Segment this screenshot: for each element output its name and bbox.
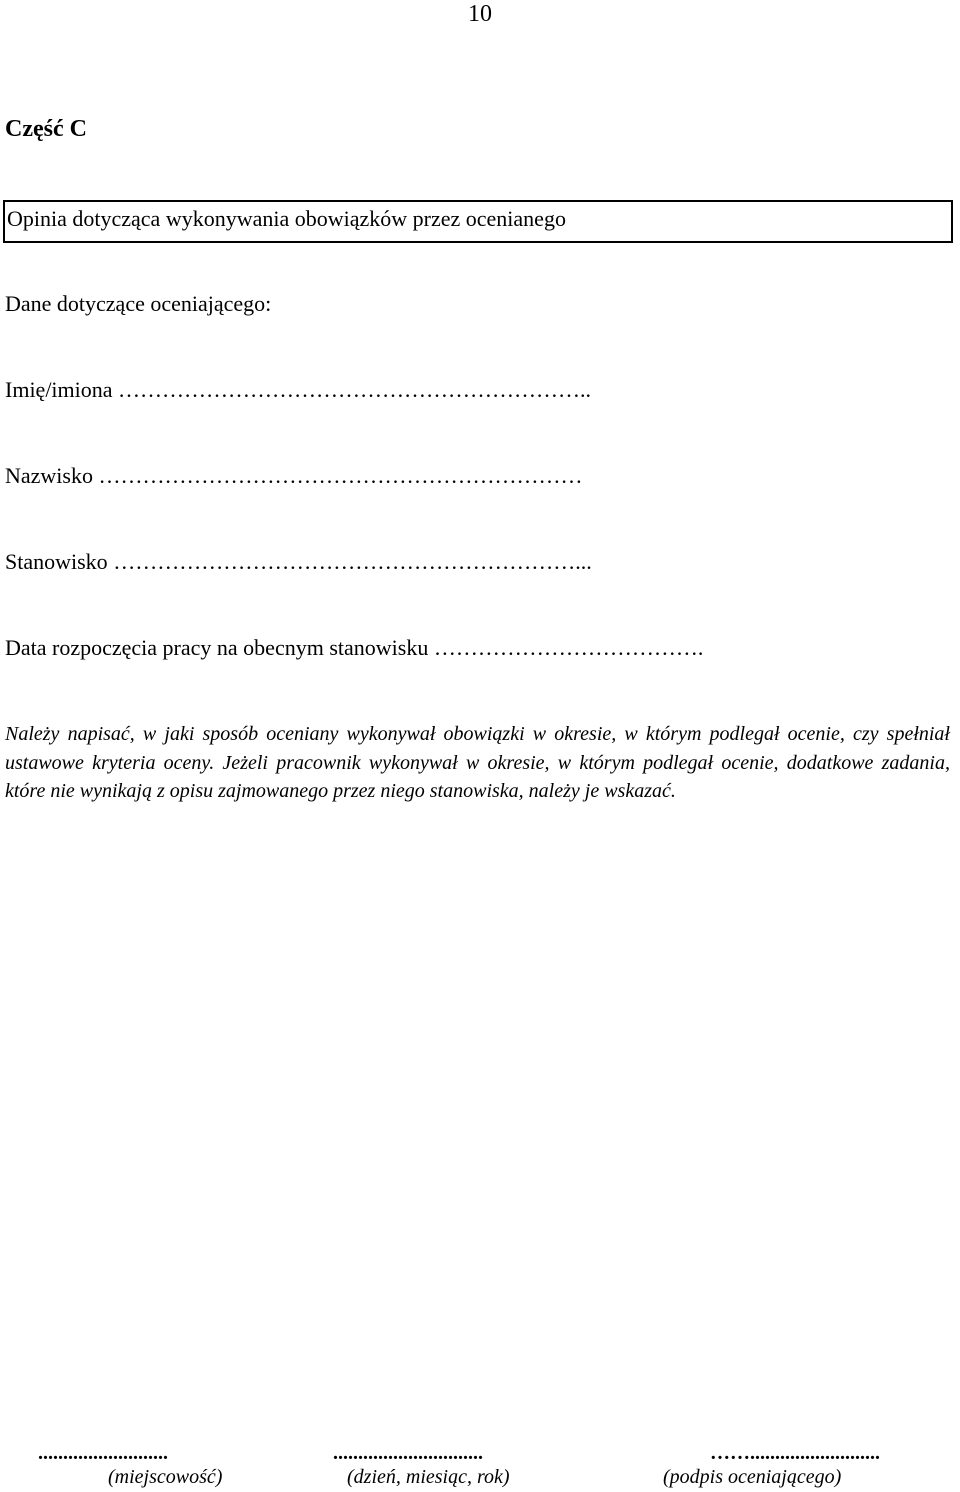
field-last-name: [5, 463, 582, 489]
signature-place-dots: ..........................: [38, 1442, 168, 1464]
page-number: 10: [468, 1, 492, 27]
field-start-date: [5, 635, 703, 661]
field-first-name-dots: ………………………………………………………..: [118, 377, 592, 402]
signature-sign-dots: ……..........................: [710, 1442, 880, 1464]
evaluator-heading: Dane dotyczące oceniającego:: [5, 291, 272, 316]
signature-sign-label: (podpis oceniającego): [663, 1466, 842, 1488]
field-start-date-label: Data rozpoczęcia pracy na obecnym stanowisku: [5, 635, 429, 660]
signature-date-dots: ..............................: [333, 1442, 483, 1464]
field-start-date-dots: ……………………………….: [433, 635, 704, 660]
field-position-label: Stanowisko: [5, 549, 108, 574]
signature-place-label: (miejscowość): [108, 1466, 223, 1488]
instruction-text: Należy napisać, w jaki sposób oceniany wykonywał obowiązki w okresie, w którym podlegał ocenie, czy spełniał ustawowe kryteria oceny. Jeżeli pracownik wykonywał w okresie, w którym podlegał ocenie, dodatkowe zadania, które nie wynikają z opisu zajmowanego przez niego stanowiska, należy je wskazać.: [5, 723, 950, 802]
signature-date-label: (dzień, miesiąc, rok): [347, 1466, 510, 1488]
field-position-dots: ………………………………………………………...: [113, 549, 592, 574]
field-position: [5, 549, 592, 575]
field-first-name: [5, 377, 591, 403]
field-last-name-label: Nazwisko: [5, 463, 93, 488]
field-last-name-dots: …………………………………………………………: [98, 463, 583, 488]
section-title: Część C: [5, 116, 87, 142]
field-first-name-label: Imię/imiona: [5, 377, 113, 402]
boxed-title: Opinia dotycząca wykonywania obowiązków przez ocenianego: [3, 200, 953, 243]
